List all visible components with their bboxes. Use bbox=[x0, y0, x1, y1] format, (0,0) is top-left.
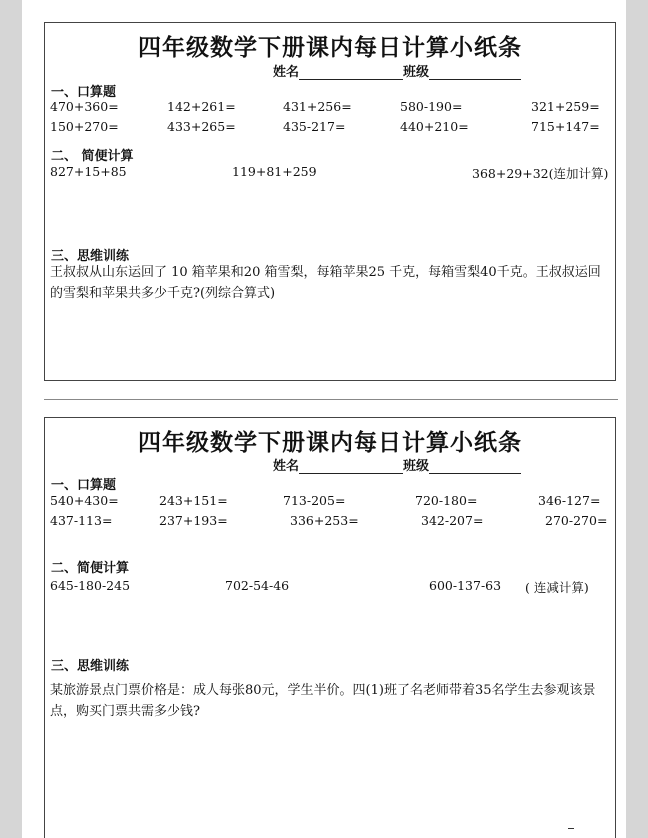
class-label: 班级 bbox=[403, 459, 430, 474]
oral-question: 270-270= bbox=[545, 513, 608, 528]
simple-question-note: ( 连减计算) bbox=[525, 580, 589, 595]
name-label: 姓名 bbox=[273, 459, 300, 474]
simple-question: 827+15+85 bbox=[50, 164, 127, 179]
name-blank[interactable] bbox=[299, 65, 403, 80]
simple-question: 702-54-46 bbox=[225, 578, 290, 593]
oral-question: 433+265= bbox=[167, 119, 236, 134]
simple-question: 600-137-63 bbox=[429, 578, 502, 593]
oral-question: 150+270= bbox=[50, 119, 119, 134]
name-class-line bbox=[273, 455, 521, 474]
worksheet-title: 四年级数学下册课内每日计算小纸条 bbox=[138, 34, 522, 61]
name-label: 姓名 bbox=[273, 65, 300, 80]
simple-question: 368+29+32(连加计算) bbox=[472, 166, 609, 181]
word-problem: 王叔叔从山东运回了 10 箱苹果和20 箱雪梨，每箱苹果25 千克，每箱雪梨40千克。王叔叔运回的雪梨和苹果共多少千克?(列综合算式) bbox=[50, 265, 601, 301]
oral-question: 346-127= bbox=[538, 493, 601, 508]
oral-question: 142+261= bbox=[167, 99, 236, 114]
oral-question: 342-207= bbox=[421, 513, 484, 528]
oral-question: 237+193= bbox=[159, 513, 228, 528]
worksheet-1 bbox=[44, 22, 616, 381]
section-simple: 二、 简便计算 bbox=[51, 149, 134, 164]
oral-question: 440+210= bbox=[400, 119, 469, 134]
oral-question: 437-113= bbox=[50, 513, 113, 528]
oral-question: 720-180= bbox=[415, 493, 478, 508]
oral-question: 243+151= bbox=[159, 493, 228, 508]
oral-question: 713-205= bbox=[283, 493, 346, 508]
oral-question: 336+253= bbox=[290, 513, 359, 528]
section-oral: 一、口算题 bbox=[51, 478, 117, 493]
worksheet-2 bbox=[44, 417, 616, 838]
section-thinking: 三、思维训练 bbox=[51, 249, 130, 264]
class-blank[interactable] bbox=[429, 65, 521, 80]
word-problem: 某旅游景点门票价格是：成人每张80元，学生半价。四(1)班了名老师带着35名学生去参观该景点，购买门票共需多少钱? bbox=[50, 683, 596, 719]
simple-question: 645-180-245 bbox=[50, 578, 131, 593]
oral-question: 580-190= bbox=[400, 99, 463, 114]
class-blank[interactable] bbox=[429, 459, 521, 474]
oral-question: 431+256= bbox=[283, 99, 352, 114]
class-label: 班级 bbox=[403, 65, 430, 80]
oral-question: 540+430= bbox=[50, 493, 119, 508]
page-separator bbox=[44, 399, 618, 400]
text-cursor bbox=[568, 828, 574, 829]
worksheet-title: 四年级数学下册课内每日计算小纸条 bbox=[138, 429, 522, 456]
section-thinking: 三、思维训练 bbox=[51, 659, 130, 674]
simple-question: 119+81+259 bbox=[232, 164, 317, 179]
section-simple: 二、简便计算 bbox=[51, 561, 130, 576]
oral-question: 715+147= bbox=[531, 119, 600, 134]
name-blank[interactable] bbox=[299, 459, 403, 474]
section-oral: 一、口算题 bbox=[51, 85, 117, 100]
name-class-line bbox=[273, 61, 521, 80]
oral-question: 321+259= bbox=[531, 99, 600, 114]
oral-question: 470+360= bbox=[50, 99, 119, 114]
oral-question: 435-217= bbox=[283, 119, 346, 134]
